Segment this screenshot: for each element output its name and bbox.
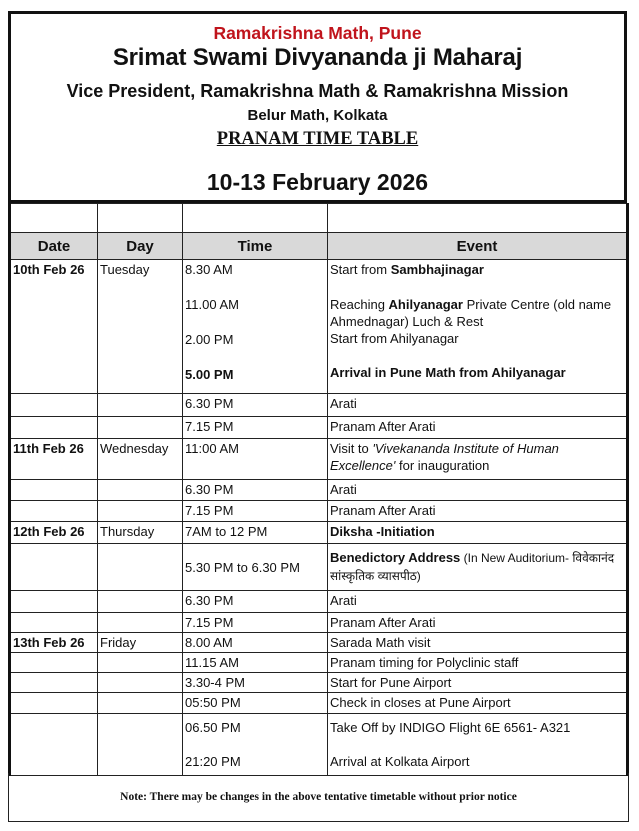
day-cell	[98, 653, 183, 673]
date-range: 10-13 February 2026	[206, 169, 429, 195]
schedule-table	[8, 203, 629, 776]
day-cell	[98, 613, 183, 633]
table-row	[10, 633, 628, 653]
day-cell: Tuesday	[98, 260, 183, 394]
date-cell	[10, 653, 98, 673]
event-cell: Pranam timing for Polyclinic staff	[328, 653, 628, 673]
event-text: Start from Ahilyanagar	[330, 331, 459, 346]
table-row	[10, 673, 628, 693]
column-header-day: Day	[98, 233, 183, 260]
time-cell	[183, 714, 328, 776]
guest-place: Belur Math, Kolkata	[247, 107, 388, 124]
blank-cell	[98, 204, 183, 233]
date-cell	[10, 394, 98, 417]
event-cell: Pranam After Arati	[328, 613, 628, 633]
event-text: Reaching	[330, 297, 389, 312]
time-value: 21:20 PM	[185, 754, 241, 769]
event-text: Arrival in Pune Math from Ahilyanagar	[330, 365, 566, 380]
table-row	[10, 714, 628, 776]
time-cell: 3.30-4 PM	[183, 673, 328, 693]
time-cell: 6.30 PM	[183, 394, 328, 417]
time-cell: 6.30 PM	[183, 591, 328, 613]
event-cell	[328, 439, 628, 480]
date-cell	[10, 613, 98, 633]
event-venue: 'Vivekananda Institute of Human Excellence'	[330, 441, 559, 473]
blank-cell	[183, 204, 328, 233]
event-cell: Check in closes at Pune Airport	[328, 693, 628, 714]
day-cell	[98, 693, 183, 714]
event-text: Take Off by INDIGO Flight 6E 6561- A321	[330, 720, 571, 735]
date-cell	[10, 480, 98, 501]
blank-cell	[328, 204, 628, 233]
document-title-wrap	[11, 129, 624, 150]
date-cell: 10th Feb 26	[10, 260, 98, 394]
date-cell	[10, 501, 98, 522]
date-cell	[10, 544, 98, 591]
date-cell	[10, 714, 98, 776]
event-cell: Arati	[328, 394, 628, 417]
time-value: 06.50 PM	[185, 720, 241, 735]
table-row	[10, 417, 628, 439]
event-cell: Arati	[328, 591, 628, 613]
document-title: PRANAM TIME TABLE	[216, 129, 419, 149]
day-cell: Wednesday	[98, 439, 183, 480]
guest-name: Srimat Swami Divyananda ji Maharaj	[112, 44, 523, 71]
time-cell: 11.15 AM	[183, 653, 328, 673]
event-cell: Pranam After Arati	[328, 417, 628, 439]
header-box	[8, 11, 627, 203]
table-header-row	[10, 233, 628, 260]
time-cell: 7AM to 12 PM	[183, 522, 328, 544]
column-header-event: Event	[328, 233, 628, 260]
table-row	[10, 394, 628, 417]
time-cell: 05:50 PM	[183, 693, 328, 714]
event-text: Private Centre (old name Ahmednagar) Luch & Rest	[330, 297, 612, 329]
date-cell	[10, 673, 98, 693]
event-text: for inauguration	[395, 458, 490, 473]
date-cell: 13th Feb 26	[10, 633, 98, 653]
column-header-date: Date	[10, 233, 98, 260]
table-row	[10, 693, 628, 714]
event-cell	[328, 544, 628, 591]
day-cell	[98, 480, 183, 501]
date-cell: 12th Feb 26	[10, 522, 98, 544]
event-place: Sambhajinagar	[390, 262, 484, 277]
date-cell	[10, 591, 98, 613]
time-cell: 11:00 AM	[183, 439, 328, 480]
event-venue: (In New Auditorium- विवेकानंद सांस्कृतिक व्यासपीठ)	[330, 551, 615, 583]
event-text: Arrival at Kolkata Airport	[330, 754, 470, 769]
event-cell: Arati	[328, 480, 628, 501]
event-place: Ahilyanagar	[388, 297, 463, 312]
event-text: Visit to	[330, 441, 373, 456]
table-row	[10, 653, 628, 673]
day-cell: Friday	[98, 633, 183, 653]
time-cell: 5.30 PM to 6.30 PM	[183, 544, 328, 591]
event-text: Start from	[330, 262, 391, 277]
guest-role: Vice President, Ramakrishna Math & Ramakrishna Mission	[66, 81, 569, 101]
table-row	[10, 544, 628, 591]
table-row	[10, 501, 628, 522]
table-row	[10, 480, 628, 501]
event-cell: Diksha -Initiation	[328, 522, 628, 544]
time-value: 8.30 AM	[185, 262, 233, 277]
event-cell	[328, 714, 628, 776]
blank-cell	[10, 204, 98, 233]
day-cell	[98, 501, 183, 522]
event-cell	[328, 260, 628, 394]
day-cell	[98, 591, 183, 613]
organization-name: Ramakrishna Math, Pune	[213, 23, 422, 43]
time-cell	[183, 260, 328, 394]
event-text: Benedictory Address	[330, 550, 461, 565]
time-value: 2.00 PM	[185, 332, 234, 347]
event-cell: Start for Pune Airport	[328, 673, 628, 693]
blank-row	[10, 204, 628, 233]
table-row	[10, 591, 628, 613]
table-row	[10, 439, 628, 480]
footer-note: Note: There may be changes in the above tentative timetable without prior notice	[8, 773, 629, 822]
event-cell: Sarada Math visit	[328, 633, 628, 653]
table-row	[10, 260, 628, 394]
date-cell	[10, 693, 98, 714]
table-row	[10, 522, 628, 544]
time-value: 11.00 AM	[185, 297, 239, 312]
column-header-time: Time	[183, 233, 328, 260]
day-cell	[98, 714, 183, 776]
time-cell: 7.15 PM	[183, 613, 328, 633]
day-cell	[98, 394, 183, 417]
date-cell	[10, 417, 98, 439]
table-row	[10, 613, 628, 633]
time-cell: 7.15 PM	[183, 417, 328, 439]
day-cell	[98, 673, 183, 693]
day-cell	[98, 544, 183, 591]
date-cell: 11th Feb 26	[10, 439, 98, 480]
day-cell: Thursday	[98, 522, 183, 544]
time-cell: 8.00 AM	[183, 633, 328, 653]
time-cell: 7.15 PM	[183, 501, 328, 522]
day-cell	[98, 417, 183, 439]
time-value: 5.00 PM	[185, 367, 234, 382]
time-cell: 6.30 PM	[183, 480, 328, 501]
event-cell: Pranam After Arati	[328, 501, 628, 522]
